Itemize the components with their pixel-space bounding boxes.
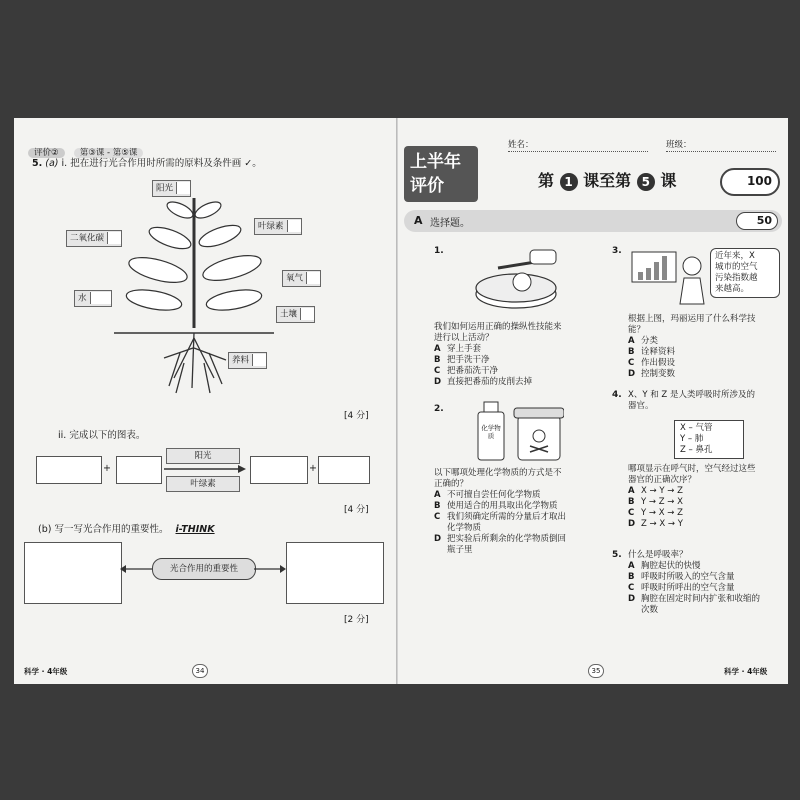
name-field[interactable]: 姓名： [508, 140, 648, 152]
question-line: 以下哪项处理化学物质的方式是不 [434, 468, 562, 478]
marks-4a: [4 分] [344, 411, 369, 421]
plus-sign-2: + [309, 463, 317, 474]
checkbox[interactable] [107, 232, 121, 244]
answer-box-1[interactable] [36, 456, 102, 484]
banner: 上半年评价 [404, 146, 478, 202]
question-text: (b) 写一写光合作用的重要性。 [38, 524, 169, 535]
checkbox[interactable] [252, 354, 266, 366]
tomato-cutting-illustration [468, 248, 564, 314]
q4-number: 4. [612, 390, 622, 400]
page-number: 34 [192, 664, 208, 678]
q2-number: 2. [434, 404, 444, 414]
question-line: 正确的？ [434, 479, 469, 489]
answer-box-3[interactable] [250, 456, 308, 484]
header-lessons: 第③课 - 第⑤课 [74, 148, 144, 158]
question-line: 进行以上活动？ [434, 333, 494, 343]
option-c[interactable]: C 呼吸时所呼出的空气含量 [628, 583, 735, 593]
q5a-ii-text: ii. 完成以下的图表。 [58, 430, 146, 441]
q5-number: 5. [612, 550, 622, 560]
option-d[interactable]: D 控制变数 [628, 369, 676, 379]
option-d-continued: 瓶子里 [447, 545, 473, 555]
label-soil[interactable]: 土壤 [276, 306, 315, 323]
option-a[interactable]: A 胸腔起伏的快慢 [628, 561, 701, 571]
option-d[interactable]: D 胸腔在固定时间内扩张和收缩的 [628, 594, 761, 604]
option-c[interactable]: C Y → X → Z [628, 508, 683, 518]
q3-block [628, 314, 756, 380]
option-a[interactable]: A 穿上手套 [434, 344, 482, 354]
option-a[interactable]: A X → Y → Z [628, 486, 683, 496]
page-number: 35 [588, 664, 604, 678]
answer-box-left[interactable] [24, 542, 122, 604]
question-line: 我们如何运用正确的操纵性技能来 [434, 322, 562, 332]
option-a[interactable]: A 分类 [628, 336, 659, 346]
footer-subject: 科学 · 4年级 [724, 667, 768, 676]
double-arrow-left [120, 564, 152, 574]
checkbox[interactable] [300, 308, 314, 320]
bottle-label: 化学物质 [481, 424, 501, 440]
plus-sign-1: + [103, 463, 111, 474]
option-b[interactable]: B 呼吸时所吸入的空气含量 [628, 572, 735, 582]
option-d-continued: 次数 [641, 605, 659, 615]
header-badge: 评价② [28, 148, 65, 158]
option-b[interactable]: B 把手洗干净 [434, 355, 490, 365]
label-oxygen[interactable]: 氧气 [282, 270, 321, 287]
question-part: (a) [45, 158, 59, 169]
right-arrow-icon [164, 464, 246, 474]
option-d[interactable]: D 把实验后所剩余的化学物质倒回 [434, 534, 567, 544]
answer-box-right[interactable] [286, 542, 384, 604]
label-nutrients[interactable]: 养料 [228, 352, 267, 369]
q2-block [434, 468, 566, 556]
checkbox[interactable] [287, 220, 301, 232]
option-c[interactable]: C 作出假设 [628, 358, 676, 368]
label-sunlight[interactable]: 阳光 [152, 180, 191, 197]
q5a-i-line [32, 158, 262, 170]
option-c[interactable]: C 我们须确定所需的分量后才取出 [434, 512, 567, 522]
organ-legend-box: X – 气管 Y – 肺 Z – 鼻孔 [674, 420, 744, 459]
right-page [398, 118, 788, 684]
q4-block: 哪项显示在呼气时，空气经过这些 器官的正确次序？ A X → Y → Z B Y → Z → X C Y → X → Z D Z → X → Y [628, 464, 756, 529]
question-line: 能？ [628, 325, 646, 335]
option-c-continued: 化学物质 [447, 523, 482, 533]
section-header [404, 210, 782, 232]
section-letter: A [414, 214, 423, 227]
lesson-title: 第 1 课至第 5 课 [538, 171, 677, 190]
checkbox[interactable] [176, 182, 190, 194]
q5b-line [38, 524, 215, 536]
checkbox[interactable] [306, 272, 320, 284]
marks-2: [2 分] [344, 615, 369, 625]
q3-number: 3. [612, 246, 622, 256]
arrow-label-sunlight: 阳光 [166, 448, 240, 464]
label-water[interactable]: 水 [74, 290, 112, 307]
question-text: i. 把在进行光合作用时所需的原料及条件画 ✓。 [61, 158, 262, 169]
option-b[interactable]: B 使用适合的用具取出化学物质 [434, 501, 558, 511]
q1-block [434, 322, 562, 388]
label-carbon-dioxide[interactable]: 二氧化碳 [66, 230, 122, 247]
left-page [14, 118, 397, 684]
class-field[interactable]: 班级： [666, 140, 776, 152]
question-number: 5. [32, 158, 43, 169]
option-d[interactable]: D 直接把番茄的皮削去掉 [434, 377, 533, 387]
arrow-label-chlorophyll: 叶绿素 [166, 476, 240, 492]
q4-question: X、Y 和 Z 是人类呼吸时所涉及的 器官。 [628, 390, 755, 411]
option-d[interactable]: D Z → X → Y [628, 519, 683, 529]
center-oval: 光合作用的重要性 [152, 558, 256, 580]
answer-box-4[interactable] [318, 456, 370, 484]
section-label: 选择题。 [430, 218, 470, 229]
marks-4b: [4 分] [344, 505, 369, 515]
total-score-badge: 100 [720, 168, 780, 196]
q5-block: 什么是呼吸率？ A 胸腔起伏的快慢 B 呼吸时所吸入的空气含量 C 呼吸时所呼出的空气含量 D 胸腔在固定时间内扩张和收缩的 次数 [628, 550, 761, 615]
answer-box-2[interactable] [116, 456, 162, 484]
question-line: 根据上图，玛丽运用了什么科学技 [628, 314, 756, 324]
option-c[interactable]: C 把番茄洗干净 [434, 366, 499, 376]
ithink-tag: i-THINK [175, 524, 215, 535]
section-score-badge: 50 [736, 212, 778, 230]
option-b[interactable]: B 诠释资料 [628, 347, 676, 357]
label-chlorophyll[interactable]: 叶绿素 [254, 218, 302, 235]
chart-and-girl-illustration [630, 248, 710, 306]
option-a[interactable]: A 不可擅自尝任何化学物质 [434, 490, 541, 500]
footer-subject: 科学 · 4年级 [24, 667, 68, 676]
q1-number: 1. [434, 246, 444, 256]
double-arrow-right [254, 564, 286, 574]
option-b[interactable]: B Y → Z → X [628, 497, 683, 507]
left-header [28, 140, 143, 159]
speech-bubble: 近年来，X 城市的空气 污染指数越 来越高。 [710, 248, 780, 298]
checkbox[interactable] [90, 292, 111, 304]
